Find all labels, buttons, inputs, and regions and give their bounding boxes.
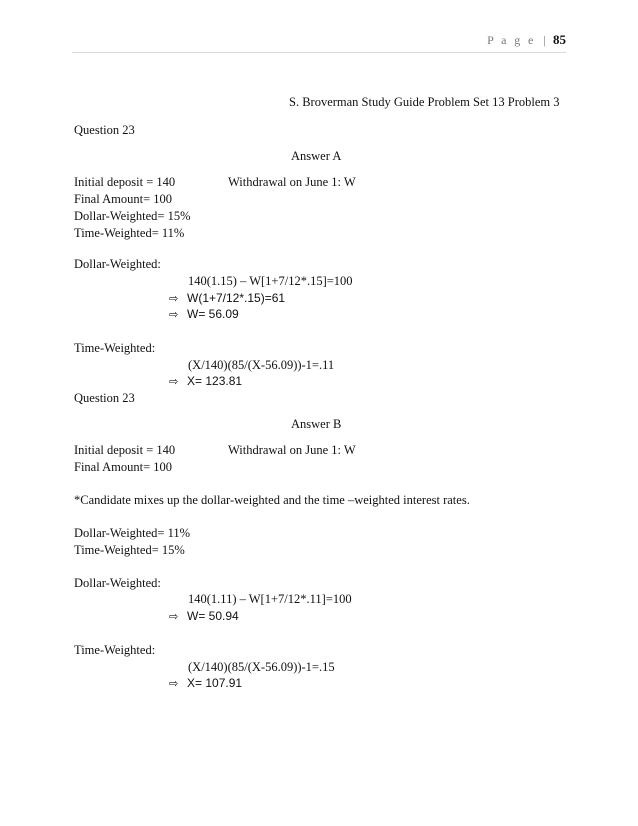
dw-equation-a-3-text: W= 56.09 <box>187 307 239 321</box>
dw-heading-a: Dollar-Weighted: <box>74 257 161 271</box>
question-heading-b: Question 23 <box>74 391 135 405</box>
dw-equation-a-3 <box>169 306 239 323</box>
initial-deposit-b: Initial deposit = 140 <box>74 443 176 457</box>
dw-equation-b-2-text: W= 50.94 <box>187 609 239 623</box>
answer-heading-b: Answer B <box>291 417 342 431</box>
tw-equation-b-2-text: X= 107.91 <box>187 676 243 690</box>
tw-heading-b: Time-Weighted: <box>74 643 156 657</box>
question-heading-a: Question 23 <box>74 123 135 137</box>
tw-equation-b-1: (X/140)(85/(X-56.09))-1=.15 <box>188 660 335 674</box>
tw-heading-a: Time-Weighted: <box>74 341 156 355</box>
arrow-right-icon: ⇨ <box>169 611 179 623</box>
dw-equation-b-2 <box>169 608 239 625</box>
page-header <box>487 32 566 48</box>
candidate-note: *Candidate mixes up the dollar-weighted and the time –weighted interest rates. <box>74 493 470 507</box>
tw-equation-a-1: (X/140)(85/(X-56.09))-1=.11 <box>188 358 335 372</box>
dw-heading-b: Dollar-Weighted: <box>74 576 161 590</box>
tw-equation-a-2-text: X= 123.81 <box>187 374 243 388</box>
dw-equation-a-2-text: W(1+7/12*.15)=61 <box>187 291 286 305</box>
page-label: P a g e <box>487 33 536 47</box>
final-amount-a: Final Amount= 100 <box>74 192 173 206</box>
answer-heading-a: Answer A <box>291 149 342 163</box>
time-weighted-rate-a: Time-Weighted= 11% <box>74 226 185 240</box>
arrow-right-icon: ⇨ <box>169 678 179 690</box>
tw-equation-a-2 <box>169 373 242 390</box>
dollar-weighted-rate-a: Dollar-Weighted= 15% <box>74 209 191 223</box>
arrow-right-icon: ⇨ <box>169 376 179 388</box>
header-rule <box>72 52 566 53</box>
arrow-right-icon: ⇨ <box>169 309 179 321</box>
dw-equation-b-1: 140(1.11) – W[1+7/12*.11]=100 <box>188 592 352 606</box>
arrow-right-icon: ⇨ <box>169 293 179 305</box>
time-weighted-rate-b: Time-Weighted= 15% <box>74 543 185 557</box>
page-number: 85 <box>553 32 566 47</box>
final-amount-b: Final Amount= 100 <box>74 460 173 474</box>
withdrawal-a: Withdrawal on June 1: W <box>228 175 356 189</box>
dw-equation-a-2 <box>169 290 285 307</box>
tw-equation-b-2 <box>169 675 242 692</box>
dw-equation-a-1: 140(1.15) – W[1+7/12*.15]=100 <box>188 274 353 288</box>
page-separator: | <box>543 33 546 47</box>
withdrawal-b: Withdrawal on June 1: W <box>228 443 356 457</box>
dollar-weighted-rate-b: Dollar-Weighted= 11% <box>74 526 191 540</box>
initial-deposit-a: Initial deposit = 140 <box>74 175 176 189</box>
document-subtitle: S. Broverman Study Guide Problem Set 13 Problem 3 <box>289 95 560 109</box>
